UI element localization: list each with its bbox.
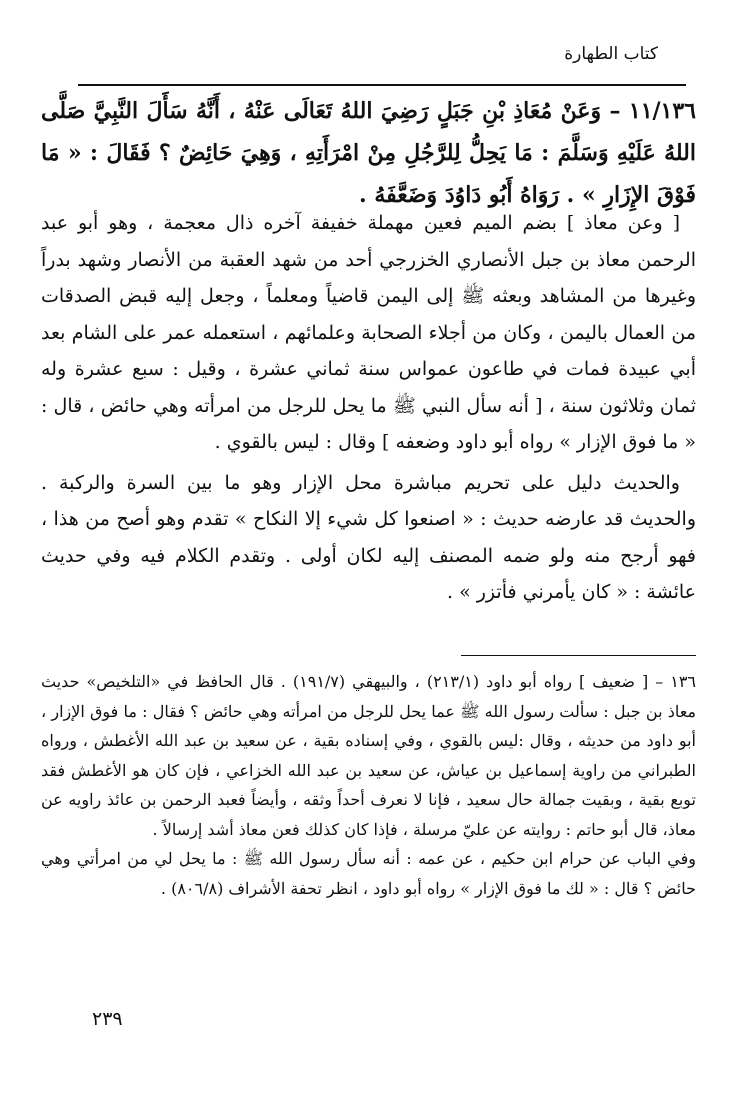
page-number: ٢٣٩ <box>92 1008 123 1030</box>
footnote-separator <box>461 655 696 656</box>
commentary <box>41 205 696 611</box>
hadith-text <box>41 90 696 216</box>
commentary-paragraph: [ وعن معاذ ] بضم الميم فعين مهملة خفيفة آخره ذال معجمة ، وهو أبو عبد الرحمن معاذ بن جبل الأنصاري الخزرجي أحد من شهد العقبة من الأنصار وشهد بدراً وغيرها من المشاهد وبعثه ﷺ إلى اليمن قاضياً ومعلماً ، وجعل إليه قبض الصدقات من العمال باليمن ، وكان من أجلاء الصحابة وعلمائهم ، استعمله عمر على الشام بعد أبي عبيدة فمات في طاعون عمواس سنة ثماني عشرة ، وقيل : سبع عشرة وله ثمان وثلاثون سنة ، [ أنه سأل النبي ﷺ ما يحل للرجل من امرأته وهي حائض ، قال : « ما فوق الإزار » رواه أبو داود وضعفه ] وقال : ليس بالقوي . <box>41 212 696 453</box>
running-header-title: كتاب الطهارة <box>564 44 658 64</box>
header-rule <box>78 84 686 86</box>
footnotes <box>41 667 696 903</box>
footnote-paragraph: ١٣٦ – [ ضعيف ] رواه أبو داود (٢١٣/١) ، والبيهقي (١٩١/٧) . قال الحافظ في «التلخيص» حديث معاذ بن جبل : سألت رسول الله ﷺ عما يحل للرجل من امرأته وهي حائض ؟ فقال : ما فوق الإزار ، أبو داود من حديثه ، وقال :ليس بالقوي ، وفي إسناده بقية ، عن سعيد بن عبد الله الأغطش ، ورواه الطبراني من راوية إسماعيل بن عياش، عن سعيد بن عبد الله الخزاعي ، فإن كان هو الأغطش فقد توبع بقية ، وبقيت جمالة حال سعيد ، فإنا لا نعرف أحداً وثقه ، وأيضاً فعبد الرحمن بن عائذ راويه عن معاذ، قال أبو حاتم : روايته عن عليّ مرسلة ، فإذا كان كذلك فعن معاذ أشد إرسالاً . <box>41 672 696 839</box>
commentary-paragraph: والحديث دليل على تحريم مباشرة محل الإزار وهو ما بين السرة والركبة . والحديث قد عارضه حديث : « اصنعوا كل شيء إلا النكاح » تقدم وهو أصح من هذا ، فهو أرجح منه ولو ضمه المصنف إليه لكان أولى . وتقدم الكلام فيه وفي حديث عائشة : « كان يأمرني فأتزر » . <box>41 471 696 603</box>
hadith-paragraph: ١١/١٣٦ – وَعَنْ مُعَاذِ بْنِ جَبَلٍ رَضِيَ اللهُ تَعَالَى عَنْهُ ، أَنَّهُ سَأَلَ النَّبِيَّ صَلَّى اللهُ عَلَيْهِ وَسَلَّمَ : مَا يَحِلُّ لِلرَّجُلِ مِنْ امْرَأَتِهِ ، وَهِيَ حَائِضٌ ؟ فَقَالَ : « مَا فَوْقَ الإِزَارِ » . رَوَاهُ أَبُو دَاوُدَ وَضَعَّفَهُ . <box>41 98 696 208</box>
footnote-paragraph: وفي الباب عن حرام ابن حكيم ، عن عمه : أنه سأل رسول الله ﷺ : ما يحل لي من امرأتي وهي حائض ؟ قال : « لك ما فوق الإزار » رواه أبو داود ، انظر تحفة الأشراف (٨٠٦/٨) . <box>41 849 696 898</box>
